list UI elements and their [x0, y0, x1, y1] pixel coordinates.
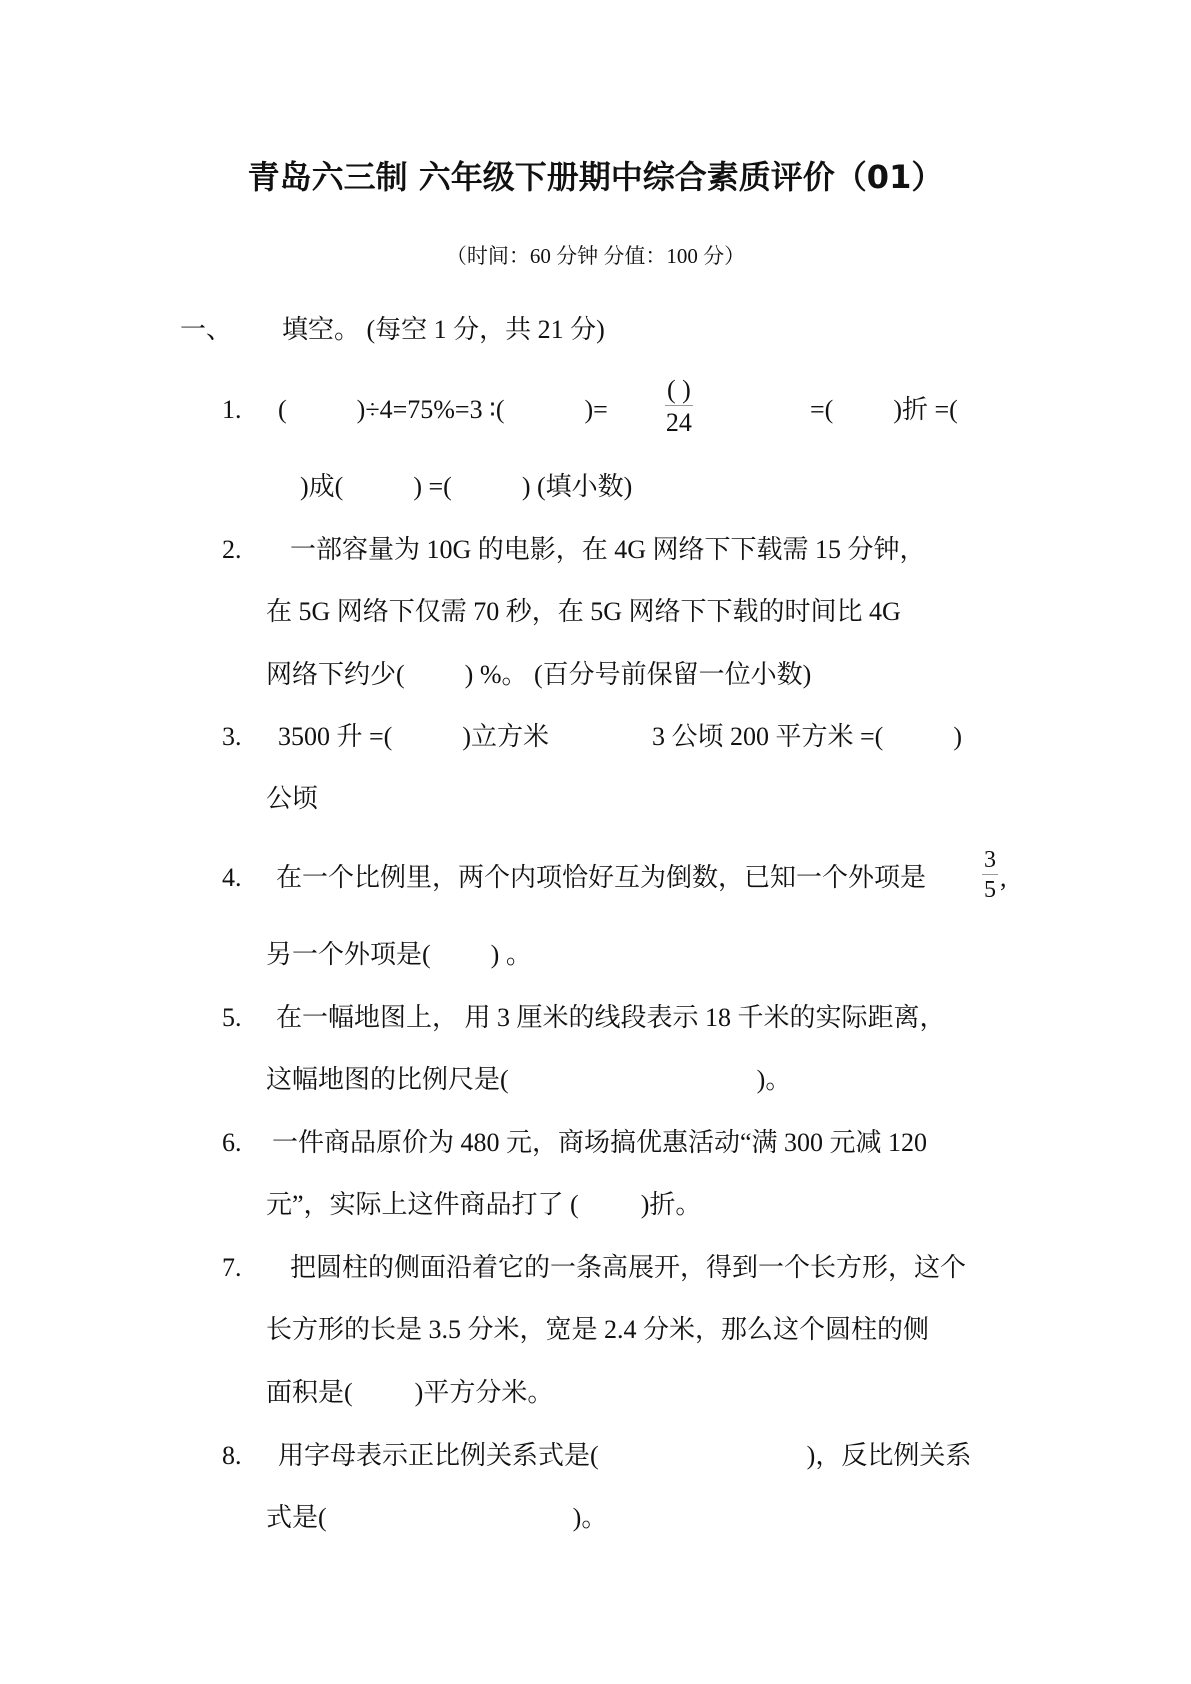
comma: ,: [1000, 863, 1007, 892]
text: ) =(: [413, 472, 452, 501]
question-number: 8.: [222, 1441, 242, 1470]
question-text-line: [652, 722, 962, 752]
question-1-line-2: [300, 472, 632, 502]
question-text-line: [266, 660, 811, 690]
question-text-line: 一部容量为 10G 的电影，在 4G 网络下下载需 15 分钟，: [290, 535, 926, 564]
text: ) 。: [490, 940, 532, 969]
question-text-line: 在 5G 网络下仅需 70 秒，在 5G 网络下下载的时间比 4G: [266, 597, 901, 626]
text: )。: [572, 1503, 608, 1532]
text: )立方米: [462, 722, 549, 751]
question-text-line: 在一个比例里，两个内项恰好互为倒数，已知一个外项是: [276, 863, 927, 892]
text: )成(: [300, 472, 344, 501]
question-number: 6.: [222, 1128, 242, 1157]
question-number: 4.: [222, 863, 242, 892]
text: =(: [810, 395, 834, 424]
question-text-line: 一件商品原价为 480 元，商场搞优惠活动“满 300 元减 120: [272, 1128, 928, 1157]
question-text-line: 长方形的长是 3.5 分米，宽是 2.4 分米，那么这个圆柱的侧: [266, 1315, 930, 1344]
page-title: 青岛六三制 六年级下册期中综合素质评价（01）: [247, 158, 944, 196]
text: 网络下约少(: [266, 660, 405, 689]
question-text-line: 在一幅地图上， 用 3 厘米的线段表示 18 千米的实际距离，: [276, 1003, 946, 1032]
text: 元”，实际上这件商品打了 (: [266, 1190, 579, 1219]
question-text-line: [266, 1190, 701, 1220]
question-text-line: [278, 1441, 971, 1471]
text: )，反比例关系: [806, 1441, 972, 1470]
text: 这幅地图的比例尺是(: [266, 1065, 509, 1094]
question-text-line: 把圆柱的侧面沿着它的一条高展开，得到一个长方形，这个: [290, 1253, 967, 1282]
text: 式是(: [266, 1503, 327, 1532]
question-number: 5.: [222, 1003, 242, 1032]
text: )÷4=75%=3 ∶(: [356, 395, 505, 424]
text: ) %。 (百分号前保留一位小数): [464, 660, 812, 689]
question-number: 1.: [222, 395, 242, 424]
blank-open: (: [278, 395, 287, 424]
question-1-line-1: [278, 395, 608, 425]
text: 3 公顷 200 平方米 =(: [652, 722, 884, 751]
question-1-line-1-tail: [810, 395, 958, 425]
question-number: 3.: [222, 722, 242, 751]
section-1-header: [180, 315, 605, 345]
question-number: 2.: [222, 535, 242, 564]
text: )。: [756, 1065, 792, 1094]
section-heading: 填空。 (每空 1 分，共 21 分): [282, 315, 605, 344]
fraction-numerator-blank[interactable]: ( ): [667, 375, 691, 404]
text: ) (填小数): [521, 472, 633, 501]
text: 面积是(: [266, 1378, 353, 1407]
question-text-line: [266, 1065, 791, 1095]
text: ): [953, 722, 962, 751]
question-text-line: [266, 1503, 607, 1533]
question-text-line: [278, 722, 549, 752]
question-text-line: [266, 1378, 553, 1408]
text: 3500 升 =(: [278, 722, 393, 751]
text: )=: [584, 395, 608, 424]
fraction: [982, 846, 998, 905]
text: 另一个外项是(: [266, 940, 431, 969]
text: 用字母表示正比例关系式是(: [278, 1441, 599, 1470]
fraction-denominator: 5: [984, 877, 996, 903]
question-text-line: [266, 940, 532, 970]
text: )平方分米。: [414, 1378, 554, 1407]
question-number: 7.: [222, 1253, 242, 1282]
fraction: [665, 375, 693, 440]
text: )折。: [640, 1190, 702, 1219]
exam-info: （时间：60 分钟 分值：100 分）: [445, 244, 746, 268]
fraction-denominator: 24: [665, 408, 692, 437]
text: )折 =(: [893, 395, 958, 424]
fraction-numerator: 3: [984, 847, 996, 873]
question-text-line: 公顷: [266, 784, 319, 813]
section-marker: 一、: [180, 315, 233, 344]
